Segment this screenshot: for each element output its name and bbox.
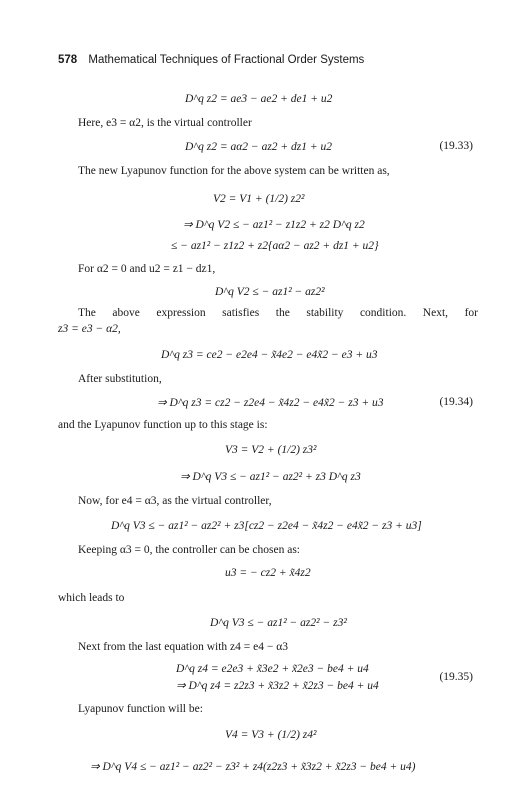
equation-dq-v3-bound: ⇒ D^q V3 ≤ − az1² − az2² + z3 D^q z3 [180, 471, 361, 483]
equation-number-19-35: (19.35) [439, 671, 473, 683]
text-z4-def: Next from the last equation with z4 = e4 − α3 [78, 641, 288, 653]
text-new-lyapunov: The new Lyapunov function for the above system can be written as, [78, 165, 390, 177]
equation-dq-v4-bound: ⇒ D^q V4 ≤ − az1² − az2² − z3² + z4(z2z3 + x̃3z2 + x̃2z3 − be4 + u4) [90, 761, 416, 773]
text-lyapunov-stage: and the Lyapunov function up to this stage is: [58, 419, 268, 431]
text-virtual-controller: Here, e3 = α2, is the virtual controller [78, 117, 252, 129]
text-lyapunov-will-be: Lyapunov function will be: [78, 703, 203, 715]
equation-dq-v2-bound: ⇒ D^q V2 ≤ − az1² − z1z2 + z2 D^q z2 [183, 219, 365, 231]
equation-v3: V3 = V2 + (1/2) z3² [225, 444, 317, 456]
equation-dq-v3-expanded: D^q V3 ≤ − az1² − az2² + z3[cz2 − z2e4 − x̃4z2 − e4x̃2 − z3 + u3] [111, 520, 422, 532]
equation-v4: V4 = V3 + (1/2) z4² [225, 729, 317, 741]
running-header [58, 54, 364, 66]
equation-dq-v2-expanded: ≤ − az1² − z1z2 + z2{aα2 − az2 + dz1 + u2} [171, 240, 379, 252]
text-for-alpha2: For α2 = 0 and u2 = z1 − dz1, [78, 263, 216, 275]
equation-number-19-33: (19.33) [439, 140, 473, 152]
running-title: Mathematical Techniques of Fractional Order Systems [88, 54, 365, 66]
equation-dq-z3: D^q z3 = ce2 − e2e4 − x̃4e2 − e4x̃2 − e3 + u3 [161, 349, 378, 361]
equation-z3-def: z3 = e3 − α2, [58, 323, 121, 335]
equation-dq-z4: D^q z4 = e2e3 + x̃3e2 + x̃2e3 − be4 + u4 [176, 663, 369, 675]
equation-u3: u3 = − cz2 + x̃4z2 [225, 567, 311, 579]
text-which-leads-to: which leads to [58, 592, 125, 604]
equation-dq-z3-substituted: ⇒ D^q z3 = cz2 − z2e4 − x̃4z2 − e4x̃2 − z3 + u3 [157, 397, 384, 409]
equation-dq-z2: D^q z2 = ae3 − ae2 + de1 + u2 [185, 93, 333, 105]
text-for-e4: Now, for e4 = α3, as the virtual controller, [78, 495, 272, 507]
equation-number-19-34: (19.34) [439, 396, 473, 408]
text-after-substitution: After substitution, [78, 373, 162, 385]
equation-v2: V2 = V1 + (1/2) z2² [213, 193, 305, 205]
equation-dq-z2-substituted: D^q z2 = aα2 − az2 + dz1 + u2 [185, 141, 333, 153]
equation-dq-v3-result: D^q V3 ≤ − az1² − az2² − z3² [210, 617, 347, 629]
page-number: 578 [58, 54, 78, 66]
equation-dq-v2-result: D^q V2 ≤ − az1² − az2² [215, 286, 325, 298]
equation-dq-z4-substituted: ⇒ D^q z4 = z2z3 + x̃3z2 + x̃2z3 − be4 + u4 [176, 680, 379, 692]
text-keeping-alpha3: Keeping α3 = 0, the controller can be chosen as: [78, 544, 300, 556]
text-stability-condition: The above expression satisfies the stability condition. Next, for [78, 307, 478, 319]
